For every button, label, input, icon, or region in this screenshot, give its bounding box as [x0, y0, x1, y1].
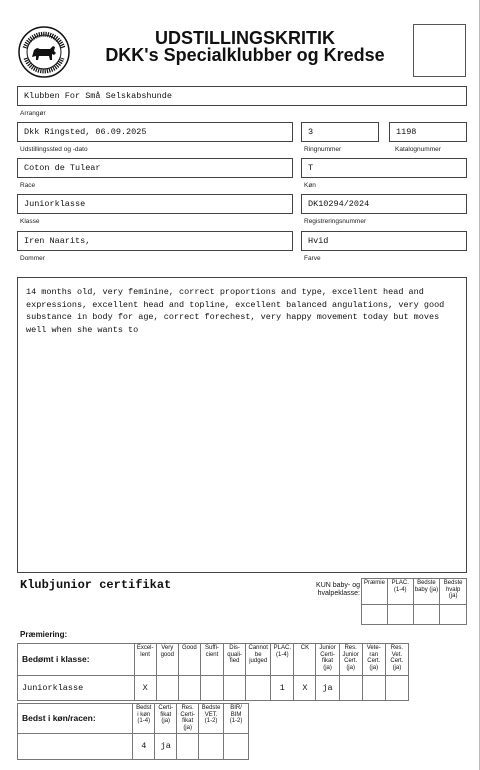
baby-value-cell[interactable] — [387, 605, 413, 625]
judged-class-value[interactable]: Juniorklasse — [18, 676, 135, 701]
sex-field[interactable]: T — [301, 158, 467, 178]
breed-field[interactable]: Coton de Tulear — [17, 158, 293, 178]
judging-header-cell: Junior Certi- fikat (ja) — [316, 644, 339, 676]
best-of-sex-label: Bedst i køn/racen: — [18, 704, 133, 734]
judging-header-cell: Suffi- cient — [200, 644, 223, 676]
res-certificate-value[interactable] — [177, 734, 199, 760]
best-header-cell: Bedste VET. (1-2) — [199, 704, 224, 734]
judging-table — [17, 643, 409, 701]
best-of-sex-value[interactable]: 4 — [133, 734, 155, 760]
res-vet-cert-value[interactable] — [385, 676, 408, 701]
arranger-field[interactable]: Klubben For Små Selskabshunde — [17, 86, 467, 106]
judging-header-cell: PLAC. (1-4) — [271, 644, 294, 676]
judged-class-label: Bedømt i klasse: — [18, 644, 135, 676]
photo-box — [413, 24, 466, 77]
premiering-label: Præmiering: — [20, 630, 68, 639]
sufficient-value[interactable] — [200, 676, 223, 701]
catalog-number-label: Katalognummer — [395, 146, 441, 153]
best-table — [17, 703, 249, 760]
arranger-label: Arrangør — [20, 110, 46, 117]
res-junior-cert-value[interactable] — [339, 676, 362, 701]
baby-header-cell: Bedste baby (ja) — [413, 579, 440, 605]
judging-header-cell: Very good — [156, 644, 178, 676]
baby-value-cell[interactable] — [440, 605, 467, 625]
class-field[interactable]: Juniorklasse — [17, 194, 293, 214]
best-header-cell: Bedst i køn (1-4) — [133, 704, 155, 734]
registration-field[interactable]: DK10294/2024 — [301, 194, 467, 214]
venue-date-field[interactable]: Dkk Ringsted, 06.09.2025 — [17, 122, 293, 142]
placement-value[interactable]: 1 — [271, 676, 294, 701]
class-label: Klasse — [20, 218, 40, 225]
junior-certificate-value[interactable]: ja — [316, 676, 339, 701]
excellent-value[interactable]: X — [134, 676, 156, 701]
sex-label: Køn — [304, 182, 316, 189]
good-value[interactable] — [178, 676, 200, 701]
best-label-empty — [18, 734, 133, 760]
veteran-cert-value[interactable] — [362, 676, 385, 701]
judging-header-cell: Excel- lent — [134, 644, 156, 676]
dkk-logo — [18, 26, 70, 78]
baby-puppy-table — [361, 578, 467, 625]
judging-header-cell: Res. Vet. Cert. (ja) — [385, 644, 408, 676]
judge-field[interactable]: Iren Naarits, — [17, 231, 293, 251]
best-header-cell: Certi- fikat (ja) — [155, 704, 177, 734]
certificate-value[interactable]: ja — [155, 734, 177, 760]
judging-header-cell: Vete- ran Cert. (ja) — [362, 644, 385, 676]
venue-date-label: Udstillingssted og -dato — [20, 146, 88, 153]
cannot-be-judged-value[interactable] — [246, 676, 271, 701]
baby-value-cell[interactable] — [362, 605, 388, 625]
form-subtitle: DKK's Specialklubber og Kredse — [105, 45, 385, 65]
best-veteran-value[interactable] — [199, 734, 224, 760]
ck-value[interactable]: X — [294, 676, 316, 701]
ring-number-label: Ringnummer — [304, 146, 342, 153]
very-good-value[interactable] — [156, 676, 178, 701]
catalog-number-field[interactable]: 1198 — [389, 122, 467, 142]
judging-header-cell: Cannot be judged — [246, 644, 271, 676]
judging-header-cell: Good — [178, 644, 200, 676]
disqualified-value[interactable] — [224, 676, 246, 701]
form-title: UDSTILLINGSKRITIK — [155, 28, 335, 48]
color-field[interactable]: Hvid — [301, 231, 467, 251]
baby-header-cell: Bedste hvalp (ja) — [440, 579, 467, 605]
bir-bim-value[interactable] — [224, 734, 249, 760]
ring-number-field[interactable]: 3 — [301, 122, 379, 142]
baby-puppy-note: KUN baby- og hvalpeklasse: — [316, 582, 360, 597]
critique-text[interactable]: 14 months old, very feminine, correct proportions and type, excellent head and expressions, excellent head and topline, excellent balanced angulations, very good substance in body for age, correct forechest, very happy movement today but moves well when she wants to — [17, 277, 467, 573]
baby-value-cell[interactable] — [413, 605, 440, 625]
registration-label: Registreringsnummer — [304, 218, 367, 225]
judging-header-cell: CK — [294, 644, 316, 676]
best-header-cell: BIR/ BIM (1-2) — [224, 704, 249, 734]
baby-header-cell: Præmie — [362, 579, 388, 605]
baby-header-cell: PLAC. (1-4) — [387, 579, 413, 605]
certificate-title: Klubjunior certifikat — [20, 578, 172, 592]
best-header-cell: Res. Certi- fikat (ja) — [177, 704, 199, 734]
judging-header-cell: Res. Junior Cert. (ja) — [339, 644, 362, 676]
color-label: Farve — [304, 255, 321, 262]
breed-label: Race — [20, 182, 36, 189]
judging-header-cell: Dis- quali- fied — [224, 644, 246, 676]
judge-label: Dommer — [20, 255, 45, 262]
